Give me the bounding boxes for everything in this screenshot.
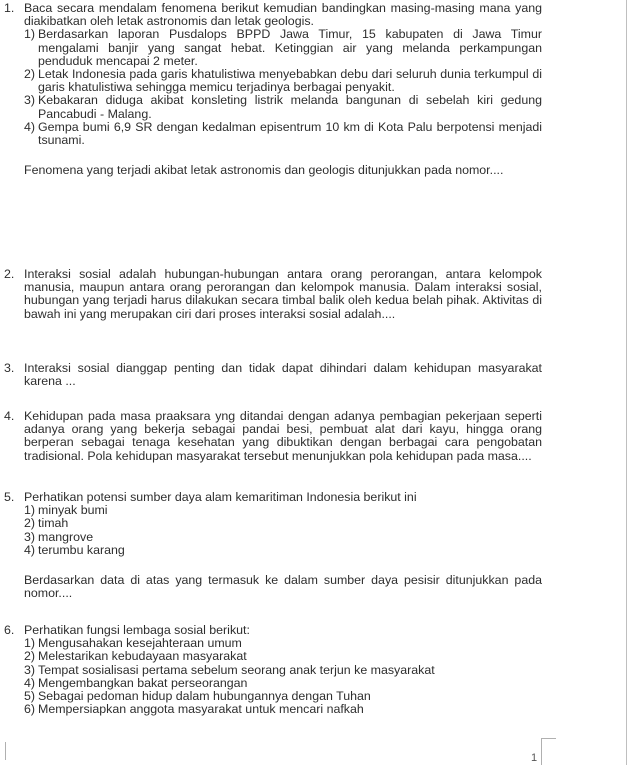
list-item <box>24 703 542 716</box>
item-number: 1) <box>24 27 36 42</box>
question-4 <box>4 410 542 463</box>
question-text: Interaksi sosial dianggap penting dan tidak dapat dihindari dalam kehidupan masyarakat karena ... <box>24 361 542 389</box>
question-number: 4. <box>4 409 15 423</box>
question-number: 2. <box>4 267 15 281</box>
list-item <box>24 650 542 663</box>
item-number: 3) <box>24 529 36 544</box>
page-edge <box>626 0 627 765</box>
item-number: 4) <box>24 675 36 690</box>
item-text: Mengusahakan kesejahteraan umum <box>38 636 242 651</box>
item-number: 2) <box>24 649 36 664</box>
item-text: terumbu karang <box>38 542 125 557</box>
list-item <box>24 531 542 544</box>
list-item <box>24 28 542 68</box>
question-intro: Perhatikan potensi sumber daya alam kemaritiman Indonesia berikut ini <box>24 490 417 504</box>
question-5 <box>4 491 542 600</box>
item-number: 4) <box>24 119 36 134</box>
list-item <box>24 664 542 677</box>
page-number: 1 <box>531 752 538 764</box>
item-number: 1) <box>24 503 36 518</box>
page-corner-mark-right <box>541 738 542 765</box>
question-intro: Baca secara mendalam fenomena berikut kemudian bandingkan masing-masing mana yang diakibatkan oleh letak astronomis dan letak geologis. <box>24 1 542 29</box>
item-number: 3) <box>24 662 36 677</box>
question-number: 3. <box>4 361 15 375</box>
question-closing: Fenomena yang terjadi akibat letak astronomis dan geologis ditunjukkan pada nomor.... <box>24 163 504 178</box>
item-text: Berdasarkan laporan Pusdalops BPPD Jawa Timur, 15 kabupaten di Jawa Timur mengalami banjir yang sangat hebat. Ketinggian air yang melanda perkampungan penduduk mencapai 2 meter. <box>38 27 542 68</box>
list-item <box>24 504 542 517</box>
item-number: 1) <box>24 636 36 651</box>
item-number: 5) <box>24 689 36 704</box>
question-closing: Berdasarkan data di atas yang termasuk ke dalam sumber daya pesisir ditunjukkan pada nomor.... <box>24 573 542 601</box>
item-number: 3) <box>24 93 36 108</box>
list-item <box>24 94 542 120</box>
item-text: Letak Indonesia pada garis khatulistiwa menyebabkan debu dari seluruh dunia terkumpul di garis khatulistiwa sehingga memicu terjadinya berbagai penyakit. <box>38 67 542 95</box>
question-number: 6. <box>4 623 15 637</box>
question-3 <box>4 362 542 388</box>
list-item <box>24 121 542 147</box>
item-text: Tempat sosialisasi pertama sebelum seorang anak terjun ke masyarakat <box>38 662 435 677</box>
page-corner-mark-left <box>5 742 6 760</box>
item-number: 2) <box>24 516 36 531</box>
question-intro: Perhatikan fungsi lembaga sosial berikut: <box>24 623 250 637</box>
item-text: mangrove <box>38 529 94 544</box>
item-text: timah <box>38 516 69 531</box>
list-item <box>24 517 542 530</box>
page-corner-mark-right-top <box>541 738 556 739</box>
item-text: minyak bumi <box>38 503 108 518</box>
item-text: Gempa bumi 6,9 SR dengan kedalman episentrum 10 km di Kota Palu berpotensi menjadi tsunami. <box>38 119 542 148</box>
item-text: Mengembangkan bakat perseorangan <box>38 675 248 690</box>
question-6 <box>4 624 542 716</box>
item-text: Sebagai pedoman hidup dalam hubungannya dengan Tuhan <box>38 689 371 704</box>
list-item <box>24 544 542 557</box>
question-2 <box>4 268 542 321</box>
item-number: 6) <box>24 702 36 717</box>
item-number: 4) <box>24 542 36 557</box>
list-item <box>24 68 542 94</box>
question-number: 5. <box>4 490 15 504</box>
item-text: Kebakaran diduga akibat konsleting listrik melanda bangunan di sebelah kiri gedung Pancabudi - Malang. <box>38 93 542 121</box>
item-text: Mempersiapkan anggota masyarakat untuk mencari nafkah <box>38 702 364 717</box>
question-text: Kehidupan pada masa praaksara yng ditandai dengan adanya pembagian pekerjaan seperti adanya orang yang bekerja sebagai pandai besi, pembuat alat dari kayu, hingga orang berperan sebagai tenaga kesehatan yang dibuktikan dengan berbagai cara pengobatan tradisional. Pola kehidupan masyarakat tersebut menunjukkan pola kehidupan pada masa.... <box>24 409 542 463</box>
question-1 <box>4 2 542 177</box>
question-text: Interaksi sosial adalah hubungan-hubungan antara orang perorangan, antara kelompok manusia, maupun antara orang perorangan dan kelompok manusia. Dalam interaksi sosial, hubungan yang terjadi harus dilakukan secara timbal balik oleh kedua belah pihak. Aktivitas di bawah ini yang merupakan ciri dari proses interaksi sosial adalah.... <box>24 267 542 321</box>
item-number: 2) <box>24 67 36 82</box>
item-text: Melestarikan kebudayaan masyarakat <box>38 649 247 664</box>
question-number: 1. <box>4 1 15 15</box>
